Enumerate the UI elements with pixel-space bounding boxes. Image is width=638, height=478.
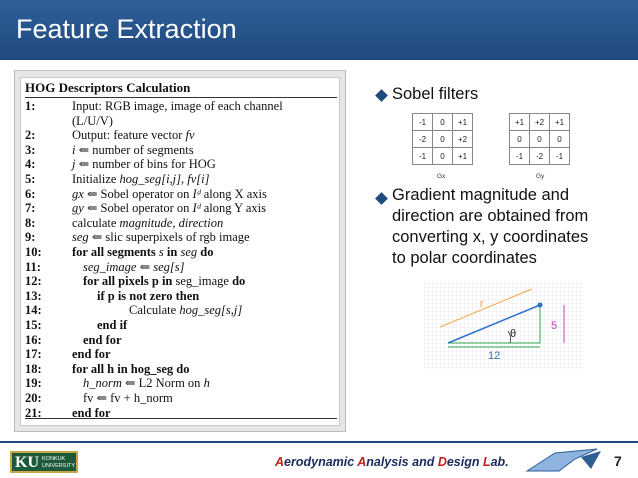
kernel-row — [510, 148, 570, 165]
bullet-gradient-line: Gradient magnitude and — [392, 186, 570, 204]
kernel-cell: 0 — [433, 148, 453, 165]
bullet-gradient-line: direction are obtained from — [392, 207, 589, 225]
line-text: Calculate hog_seg[s,j] — [129, 303, 243, 318]
gx-label: Gx — [437, 173, 446, 180]
line-text: end for — [72, 347, 111, 362]
line-text: j ⇐ number of bins for HOG — [72, 157, 216, 172]
line-text: Initialize hog_seg[i,j], fv[i] — [72, 172, 210, 186]
kernel-cell: -1 — [510, 148, 530, 165]
konkuk-university-logo — [10, 451, 78, 473]
line-text: for all pixels p in seg_image do — [83, 274, 246, 289]
algorithm-heading: HOG Descriptors Calculation — [25, 80, 337, 98]
bullet-sobel: Sobel filters — [392, 85, 479, 103]
kernel-cell: +1 — [453, 148, 473, 165]
kernel-row — [510, 114, 570, 131]
line-number: 2: — [25, 128, 36, 143]
line-number: 12: — [25, 274, 42, 289]
gx-kernel-table — [412, 113, 473, 165]
line-text: seg ⇐ slic superpixels of rgb image — [72, 230, 250, 245]
theta-label: θ — [510, 328, 517, 340]
line-text: for all h in hog_seg do — [72, 361, 190, 376]
kernel-cell: +2 — [530, 114, 550, 131]
bullet-gradient — [392, 185, 588, 269]
lab-initial: D — [437, 455, 447, 469]
lab-name — [275, 455, 509, 469]
kernel-cell: -2 — [413, 131, 433, 148]
kernel-cell: 0 — [530, 131, 550, 148]
line-text: if p is not zero then — [97, 288, 200, 303]
line-text: gx ⇐ Sobel operator on Iᵈ along X axis — [72, 186, 267, 201]
kernel-cell: +2 — [453, 131, 473, 148]
line-number: 19: — [25, 376, 42, 391]
y-label: 5 — [551, 320, 558, 332]
kernel-cell: +1 — [453, 114, 473, 131]
kernel-cell: 0 — [433, 114, 453, 131]
polar-coordinates-diagram — [424, 283, 584, 369]
algorithm-box — [20, 77, 340, 426]
line-text: end for — [83, 332, 122, 347]
lab-word: nalysis and — [366, 455, 438, 469]
line-number: 16: — [25, 332, 42, 347]
lab-initial: A — [275, 455, 285, 469]
kernel-cell: -2 — [530, 148, 550, 165]
lab-initial: A — [357, 455, 367, 469]
line-number: 8: — [25, 215, 36, 230]
kernel-cell: 0 — [550, 131, 570, 148]
kernel-cell: +1 — [510, 114, 530, 131]
line-number: 7: — [25, 201, 36, 216]
line-number: 13: — [25, 288, 42, 303]
kernel-cell: +1 — [550, 114, 570, 131]
line-number: 14: — [25, 303, 42, 318]
line-text: Output: feature vector fv — [72, 128, 195, 143]
lab-word: erodynamic — [284, 455, 358, 469]
line-number: 5: — [25, 172, 36, 186]
gy-kernel-table — [509, 113, 570, 165]
line-text: for all segments s in seg do — [72, 245, 214, 259]
kernel-cell: -1 — [413, 148, 433, 165]
point-marker — [538, 303, 543, 308]
line-number: 20: — [25, 391, 42, 405]
kernel-row — [413, 131, 473, 148]
logo-letters: KU — [15, 454, 39, 471]
bullet-gradient-line: converting x, y coordinates — [392, 228, 589, 246]
bullet-diamond-icon — [375, 192, 388, 205]
line-text: fv ⇐ fv + h_norm — [83, 391, 173, 405]
kernel-cell: -1 — [550, 148, 570, 165]
line-number: 9: — [25, 230, 36, 245]
kernel-row — [413, 148, 473, 165]
line-text: end if — [97, 318, 128, 332]
x-label: 12 — [488, 350, 501, 362]
logo-name — [42, 456, 75, 470]
line-text: i ⇐ number of segments — [72, 142, 194, 157]
r-label: r — [480, 298, 484, 310]
diagram-grid — [424, 283, 584, 369]
line-text: calculate magnitude, direction — [72, 215, 224, 230]
footer-rule — [0, 441, 638, 443]
kernel-row — [510, 131, 570, 148]
line-number: 21: — [25, 405, 42, 420]
line-number: 4: — [25, 157, 36, 172]
algorithm-rule — [25, 418, 337, 419]
line-number: 6: — [25, 186, 36, 201]
line-text: seg_image ⇐ seg[s] — [83, 259, 185, 274]
gy-label: Gy — [536, 173, 545, 180]
kernel-cell: 0 — [433, 131, 453, 148]
title-bar — [0, 0, 638, 60]
line-text: (L/U/V) — [72, 113, 113, 128]
lab-initial: L — [482, 455, 491, 469]
line-number: 1: — [25, 99, 36, 113]
lab-word: esign — [446, 455, 483, 469]
aadl-lab-logo — [525, 447, 603, 475]
line-text: gy ⇐ Sobel operator on Iᵈ along Y axis — [72, 201, 266, 216]
page-number: 7 — [614, 453, 622, 469]
line-number: 17: — [25, 347, 42, 362]
kernel-cell: 0 — [510, 131, 530, 148]
line-number: 15: — [25, 318, 42, 332]
line-text: Input: RGB image, image of each channel — [72, 99, 283, 113]
bullet-gradient-line: to polar coordinates — [392, 249, 537, 267]
kernel-cell: -1 — [413, 114, 433, 131]
kernel-row — [413, 114, 473, 131]
line-number: 10: — [25, 245, 42, 259]
slide-title: Feature Extraction — [16, 14, 237, 44]
lab-word: ab. — [490, 455, 509, 469]
logo-name-line: UNIVERSITY — [42, 463, 76, 469]
logo-name-line: KONKUK — [42, 456, 66, 462]
line-text: end for — [72, 405, 111, 420]
line-number: 18: — [25, 361, 42, 376]
line-text: h_norm ⇐ L2 Norm on h — [83, 376, 210, 391]
line-number: 3: — [25, 142, 36, 157]
line-number: 11: — [25, 259, 41, 274]
bullet-diamond-icon — [375, 89, 388, 102]
